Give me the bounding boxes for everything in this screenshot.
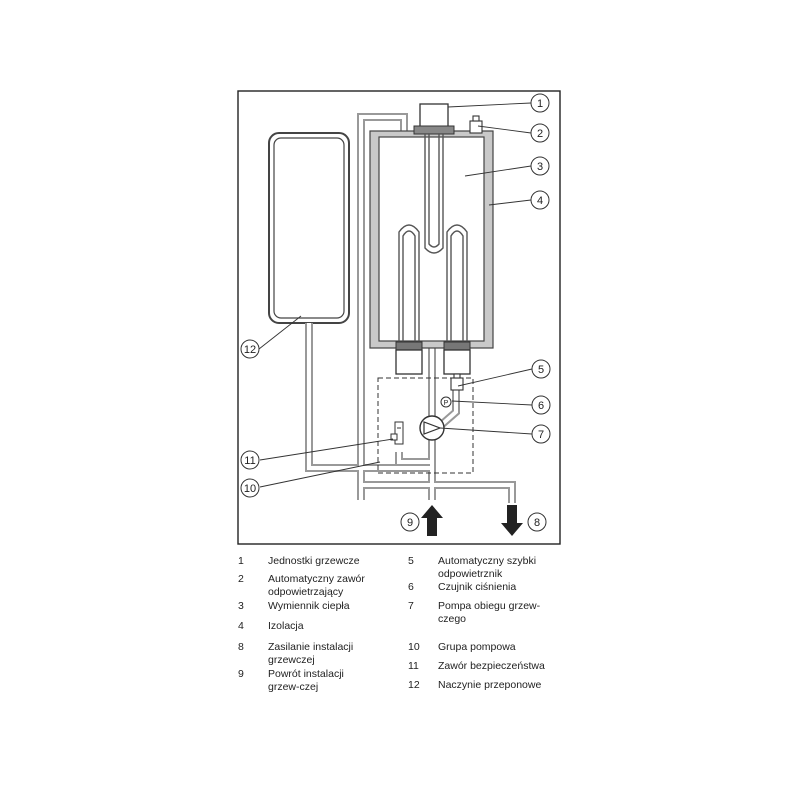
legend-text: Jednostki grzewcze <box>268 555 360 567</box>
legend-num: 4 <box>238 620 244 632</box>
legend-num: 8 <box>238 641 244 653</box>
legend-num: 7 <box>408 600 414 612</box>
legend-text: Automatyczny szybki odpowietrznik <box>438 555 537 580</box>
safety-valve <box>391 422 403 444</box>
callout-11 <box>241 451 259 469</box>
legend-num: 1 <box>238 555 244 567</box>
legend-text: Powrót instalacji grzew-czej <box>268 668 344 693</box>
legend-num: 11 <box>408 660 419 672</box>
legend-num: 12 <box>408 679 420 691</box>
callout-10 <box>241 479 259 497</box>
legend-text: Automatyczny zawór odpowietrzający <box>268 573 365 598</box>
legend-text: Izolacja <box>268 620 304 632</box>
svg-text:9: 9 <box>406 517 414 529</box>
legend-text: Naczynie przeponowe <box>438 679 542 691</box>
legend-num: 6 <box>408 581 414 593</box>
heating-unit-left-base <box>396 350 422 374</box>
svg-text:7: 7 <box>537 429 545 441</box>
svg-text:2: 2 <box>536 128 544 140</box>
legend-num: 5 <box>408 555 414 567</box>
legend-num: 3 <box>238 600 244 612</box>
legend-text: Czujnik ciśnienia <box>438 581 517 593</box>
callout-8 <box>528 513 546 531</box>
automatic-air-vent <box>470 116 482 133</box>
callout-5 <box>532 360 550 378</box>
svg-text:11: 11 <box>244 455 256 467</box>
quick-air-vent <box>451 374 463 390</box>
callout-6 <box>532 396 550 414</box>
legend-text: Zasilanie instalacji grzewczej <box>268 641 354 666</box>
pressure-sensor <box>441 397 451 407</box>
legend-num: 9 <box>238 668 244 680</box>
legend-text: Wymiennik ciepła <box>268 600 350 612</box>
legend-text: Zawór bezpieczeństwa <box>438 660 545 672</box>
supply-arrow-icon <box>501 505 523 536</box>
callout-1 <box>531 94 549 112</box>
svg-text:10: 10 <box>243 483 257 495</box>
heating-unit-right-base <box>444 350 470 374</box>
expansion-vessel <box>269 133 349 323</box>
legend-text: Grupa pompowa <box>438 641 516 653</box>
svg-text:12: 12 <box>243 344 257 356</box>
svg-text:6: 6 <box>537 400 545 412</box>
heat-exchanger <box>379 137 484 341</box>
callout-9 <box>401 513 419 531</box>
callout-2 <box>531 124 549 142</box>
pressure-sensor-label: P <box>443 400 449 407</box>
callout-3 <box>531 157 549 175</box>
legend-num: 10 <box>408 641 420 653</box>
legend-text: Pompa obiegu grzew-czego <box>438 600 541 625</box>
heating-unit-head <box>420 104 448 128</box>
return-arrow-icon <box>421 505 443 536</box>
callout-7 <box>532 425 550 443</box>
callout-4 <box>531 191 549 209</box>
legend-num: 2 <box>238 573 244 585</box>
svg-text:3: 3 <box>536 161 544 173</box>
svg-text:1: 1 <box>536 98 544 110</box>
svg-text:5: 5 <box>537 364 545 376</box>
svg-text:8: 8 <box>533 517 541 529</box>
svg-text:4: 4 <box>536 195 544 207</box>
callout-12 <box>241 340 259 358</box>
